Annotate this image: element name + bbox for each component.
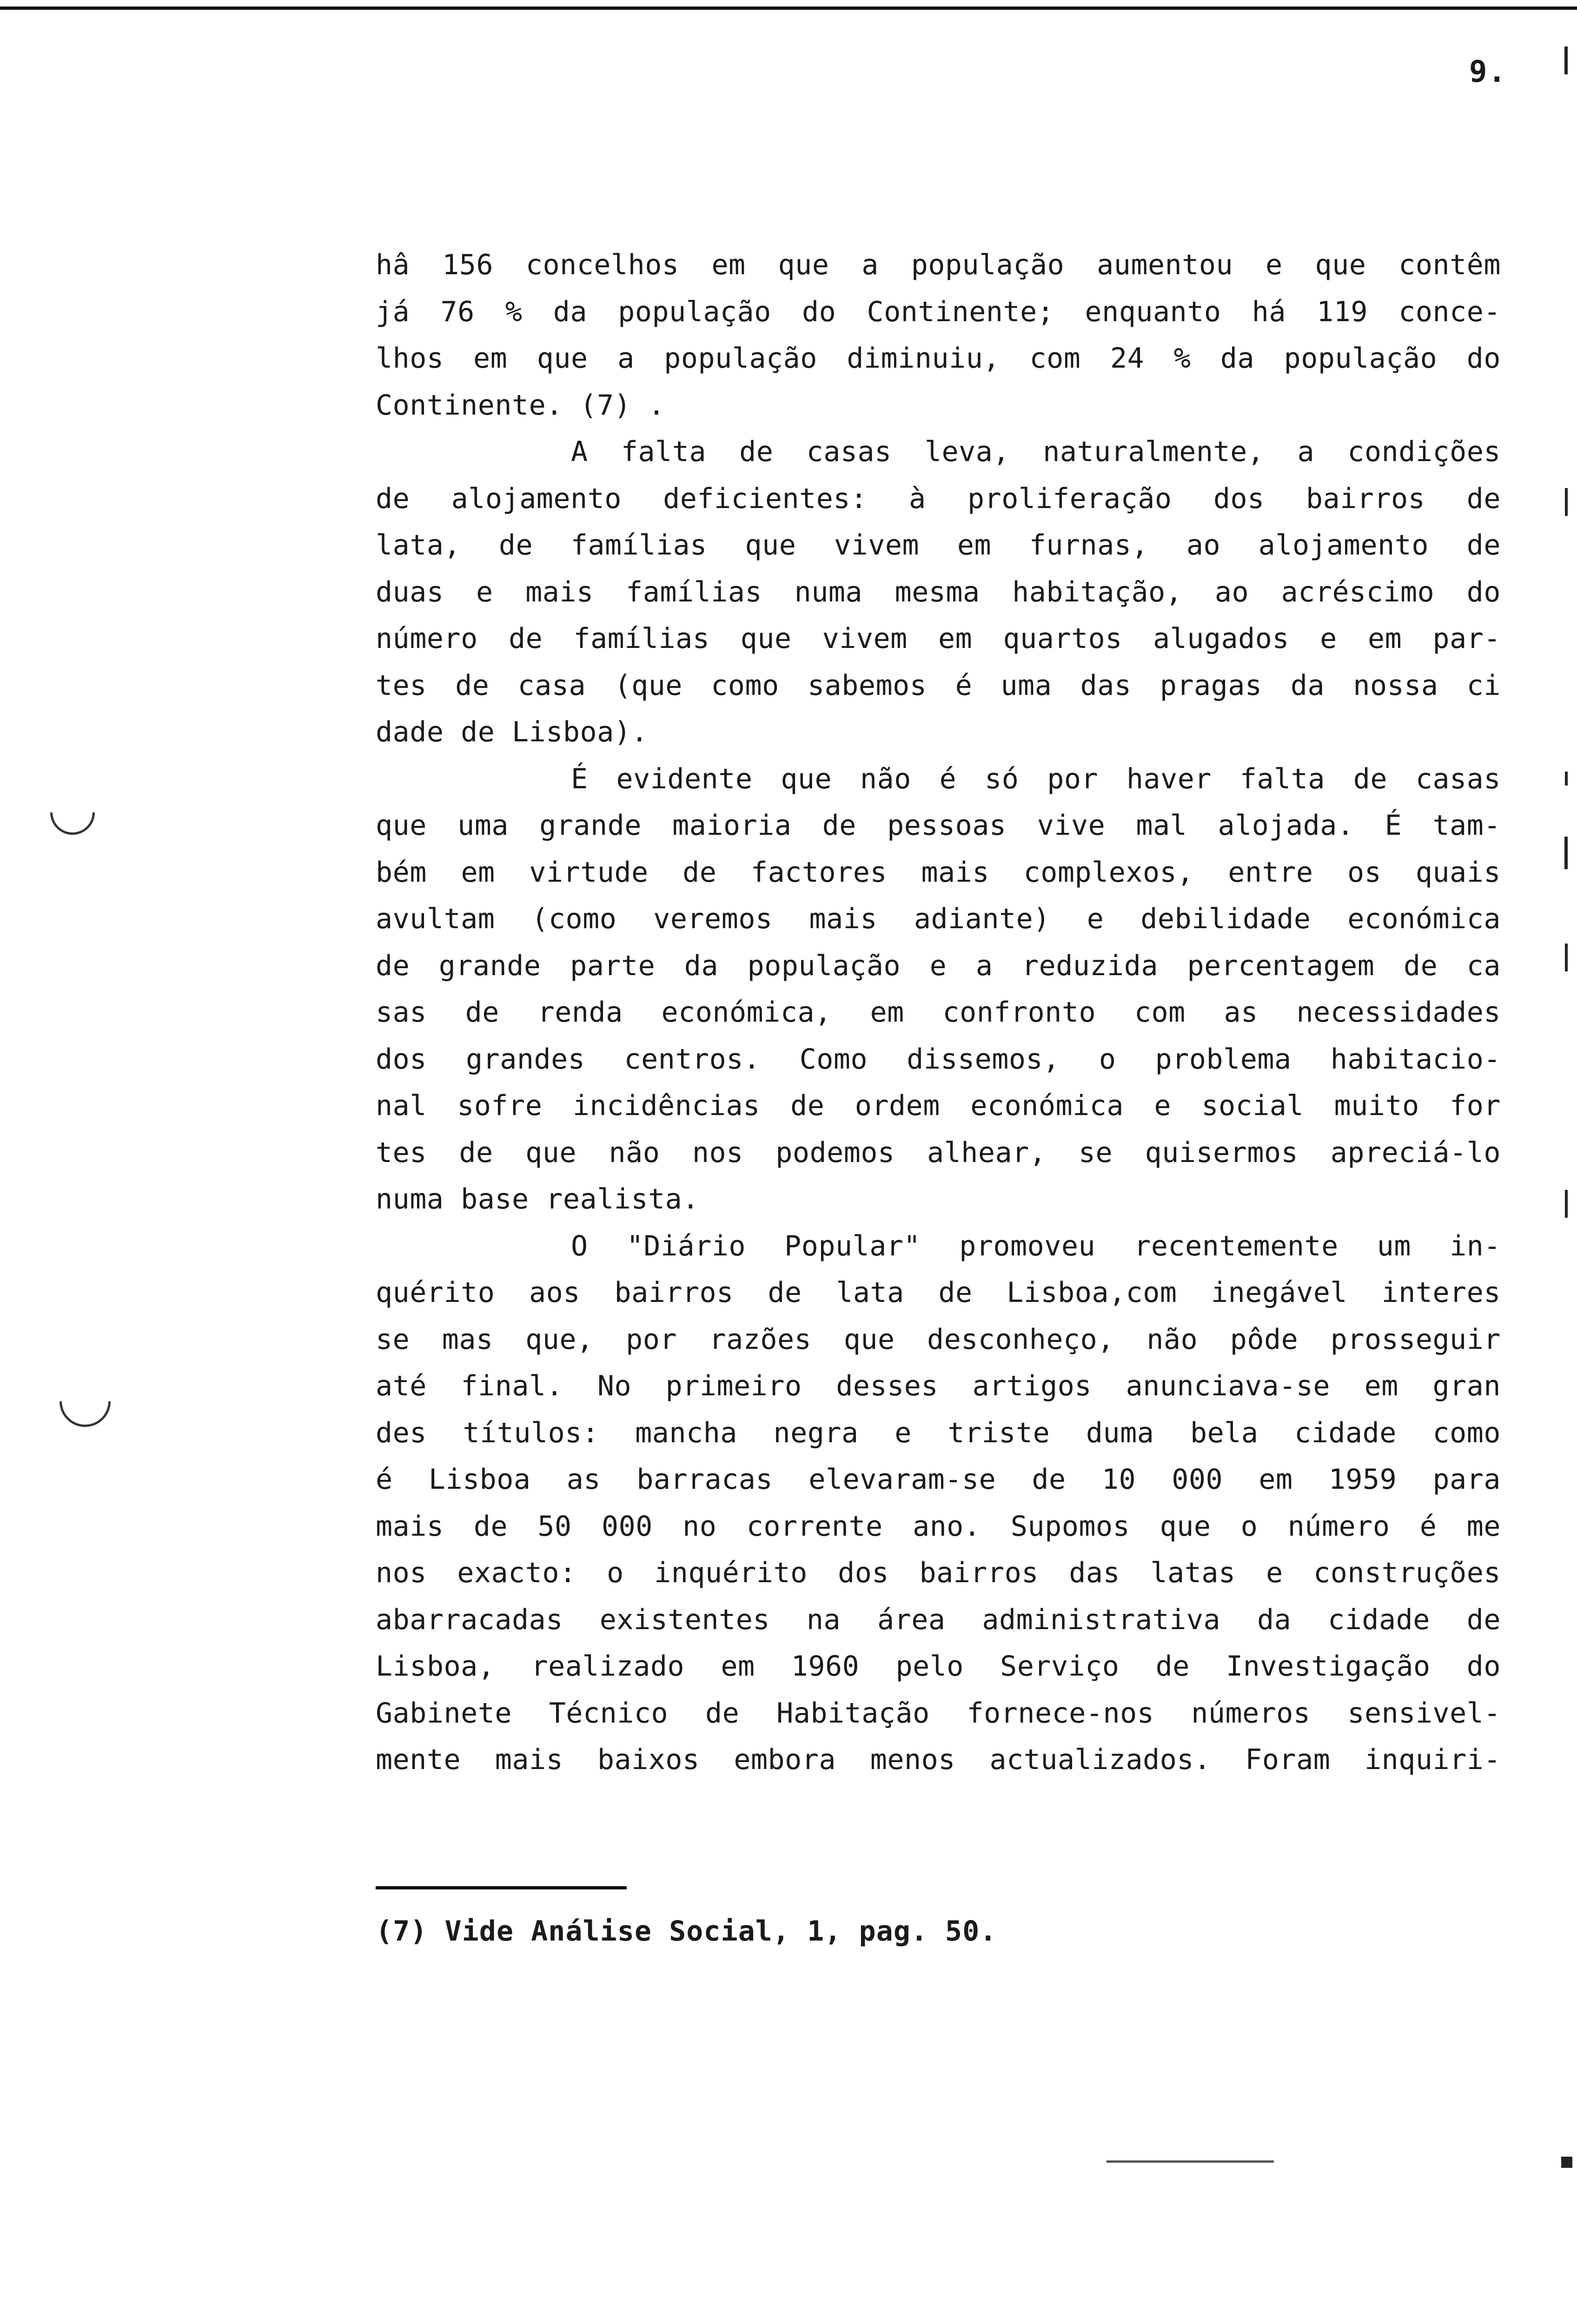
text-line: lata, de famílias que vivem em furnas, ao alojamento de — [376, 529, 1501, 561]
text-line: nos exacto: o inquérito dos bairros das latas e construções — [376, 1557, 1501, 1589]
edge-tick-mark — [1565, 772, 1568, 786]
text-line: de alojamento deficientes: à proliferação dos bairros de — [376, 482, 1501, 515]
footnote-separator — [376, 1886, 627, 1889]
text-line: número de famílias que vivem em quartos alugados e em par- — [376, 622, 1501, 655]
text-line: Lisboa, realizado em 1960 pelo Serviço de Investigação do — [376, 1650, 1501, 1683]
text-line: avultam (como veremos mais adiante) e debilidade económica — [376, 903, 1501, 935]
edge-tick-mark — [1561, 2157, 1572, 2168]
scan-artifact — [1107, 2160, 1274, 2163]
text-line: se mas que, por razões que desconheço, não pôde prosseguir — [376, 1323, 1501, 1356]
edge-tick-mark — [1565, 488, 1568, 516]
page-number: 9. — [1469, 55, 1507, 89]
text-line: de grande parte da população e a reduzida percentagem de ca — [376, 949, 1501, 982]
text-line: duas e mais famílias numa mesma habitação, ao acréscimo do — [376, 575, 1501, 608]
text-line: até final. No primeiro desses artigos anunciava-se em gran — [376, 1370, 1501, 1402]
punch-hole-mark — [41, 781, 104, 844]
text-line: hâ 156 concelhos em que a população aumentou e que contêm — [376, 249, 1501, 281]
text-line: Gabinete Técnico de Habitação fornece-nos números sensivel- — [376, 1697, 1501, 1730]
footnote: (7) Vide Análise Social, 1, pag. 50. — [376, 1915, 997, 1948]
text-line: tes de casa (que como sabemos é uma das pragas da nossa ci — [376, 669, 1501, 702]
edge-tick-mark — [1565, 944, 1568, 971]
edge-tick-mark — [1565, 1190, 1568, 1218]
text-line: mais de 50 000 no corrente ano. Supomos que o número é me — [376, 1510, 1501, 1543]
text-line: des títulos: mancha negra e triste duma bela cidade como — [376, 1416, 1501, 1449]
paragraph-first-line: É evidente que não é só por haver falta de casas — [571, 762, 1501, 795]
text-line: quérito aos bairros de lata de Lisboa,com inegável interes — [376, 1276, 1501, 1309]
text-line: já 76 % da população do Continente; enquanto há 119 conce- — [376, 295, 1501, 328]
body-text — [376, 242, 1501, 1783]
text-line: dade de Lisboa). — [376, 716, 648, 748]
text-line: lhos em que a população diminuiu, com 24 % da população do — [376, 342, 1501, 375]
text-line: é Lisboa as barracas elevaram-se de 10 000 em 1959 para — [376, 1463, 1501, 1496]
text-line: dos grandes centros. Como dissemos, o problema habitacio- — [376, 1043, 1501, 1076]
edge-tick-mark — [1564, 46, 1568, 74]
punch-hole-mark — [49, 1365, 121, 1438]
text-line: nal sofre incidências de ordem económica e social muito for — [376, 1089, 1501, 1122]
paragraph-first-line: O "Diário Popular" promoveu recentemente um in- — [571, 1229, 1501, 1262]
text-line: abarracadas existentes na área administrativa da cidade de — [376, 1603, 1501, 1636]
text-line: bém em virtude de factores mais complexos, entre os quais — [376, 856, 1501, 889]
text-line: que uma grande maioria de pessoas vive mal alojada. É tam- — [376, 809, 1501, 842]
edge-tick-mark — [1564, 837, 1568, 869]
text-line: Continente. (7) . — [376, 389, 665, 422]
text-line: numa base realista. — [376, 1183, 699, 1215]
text-line: sas de renda económica, em confronto com as necessidades — [376, 996, 1501, 1029]
text-line: tes de que não nos podemos alhear, se quisermos apreciá-lo — [376, 1136, 1501, 1169]
top-edge-rule — [0, 7, 1577, 10]
paragraph-first-line: A falta de casas leva, naturalmente, a condições — [571, 436, 1501, 468]
text-line: mente mais baixos embora menos actualizados. Foram inquiri- — [376, 1743, 1501, 1776]
